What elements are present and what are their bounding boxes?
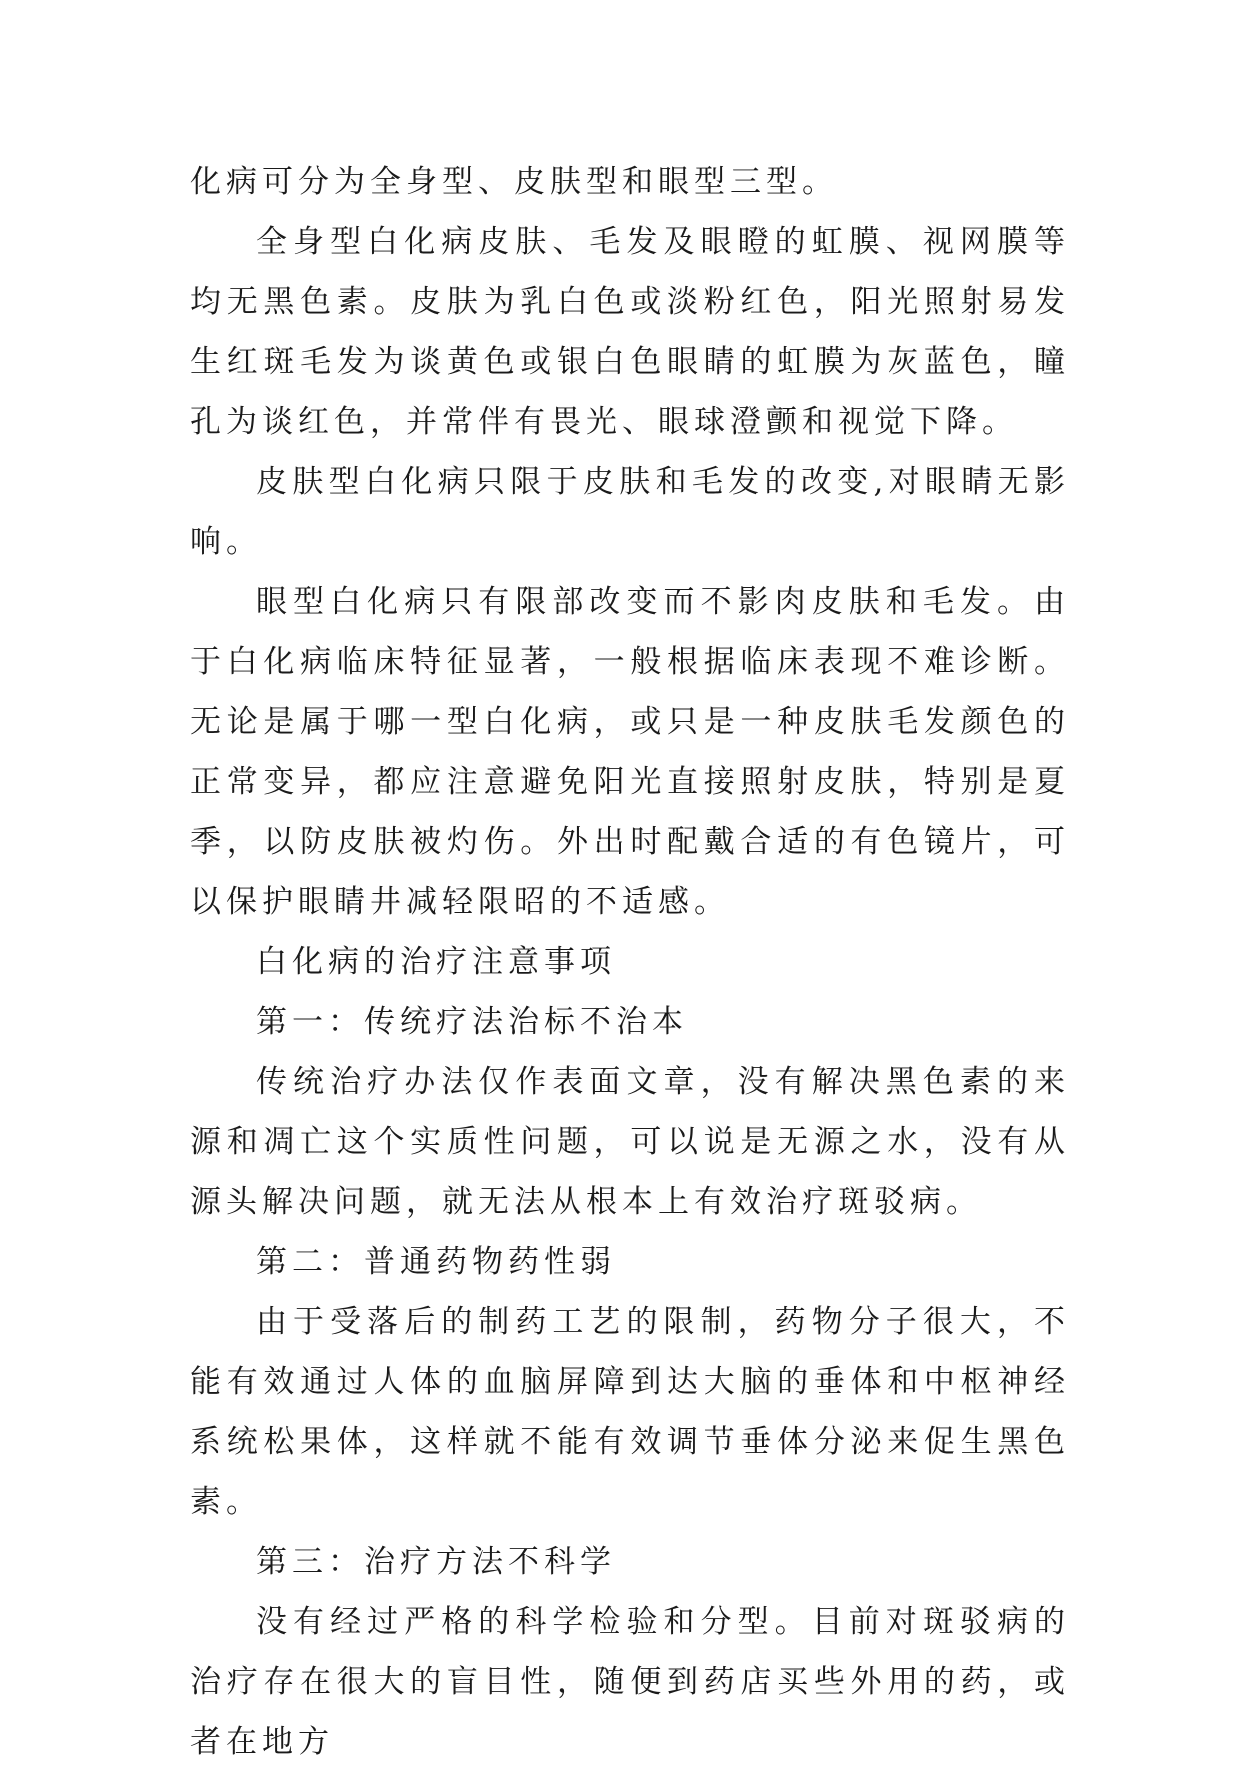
document-body xyxy=(190,152,1070,1772)
paragraph-11: 没有经过严格的科学检验和分型。目前对斑驳病的治疗存在很大的盲目性，随便到药店买些外用的药，或者在地方 xyxy=(190,1604,1070,1760)
subheading-third: 第三：治疗方法不科学 xyxy=(256,1544,616,1580)
paragraph-1: 化病可分为全身型、皮肤型和眼型三型。 xyxy=(190,164,838,200)
section-heading-treatment: 白化病的治疗注意事项 xyxy=(256,944,616,980)
paragraph-9: 由于受落后的制药工艺的限制，药物分子很大，不能有效通过人体的血脑屏障到达大脑的垂体和中枢神经系统松果体，这样就不能有效调节垂体分泌来促生黑色素。 xyxy=(190,1304,1070,1520)
subheading-second: 第二：普通药物药性弱 xyxy=(256,1244,616,1280)
paragraph-3: 皮肤型白化病只限于皮肤和毛发的改变,对眼睛无影响。 xyxy=(190,464,1070,560)
subheading-first: 第一：传统疗法治标不治本 xyxy=(256,1004,688,1040)
paragraph-7: 传统治疗办法仅作表面文章，没有解决黑色素的来源和凋亡这个实质性问题，可以说是无源之水，没有从源头解决问题，就无法从根本上有效治疗斑驳病。 xyxy=(190,1064,1070,1220)
paragraph-4: 眼型白化病只有限部改变而不影肉皮肤和毛发。由于白化病临床特征显著，一般根据临床表现不难诊断。无论是属于哪一型白化病，或只是一种皮肤毛发颜色的正常变异，都应注意避免阳光直接照射皮肤，特别是夏季，以防皮肤被灼伤。外出时配戴合适的有色镜片，可以保护眼睛井减轻限昭的不适感。 xyxy=(190,584,1070,920)
paragraph-2: 全身型白化病皮肤、毛发及眼瞪的虹膜、视网膜等均无黑色素。皮肤为乳白色或淡粉红色，阳光照射易发生红斑毛发为谈黄色或银白色眼睛的虹膜为灰蓝色，瞳孔为谈红色，并常伴有畏光、眼球澄颤和视觉下降。 xyxy=(190,224,1070,440)
